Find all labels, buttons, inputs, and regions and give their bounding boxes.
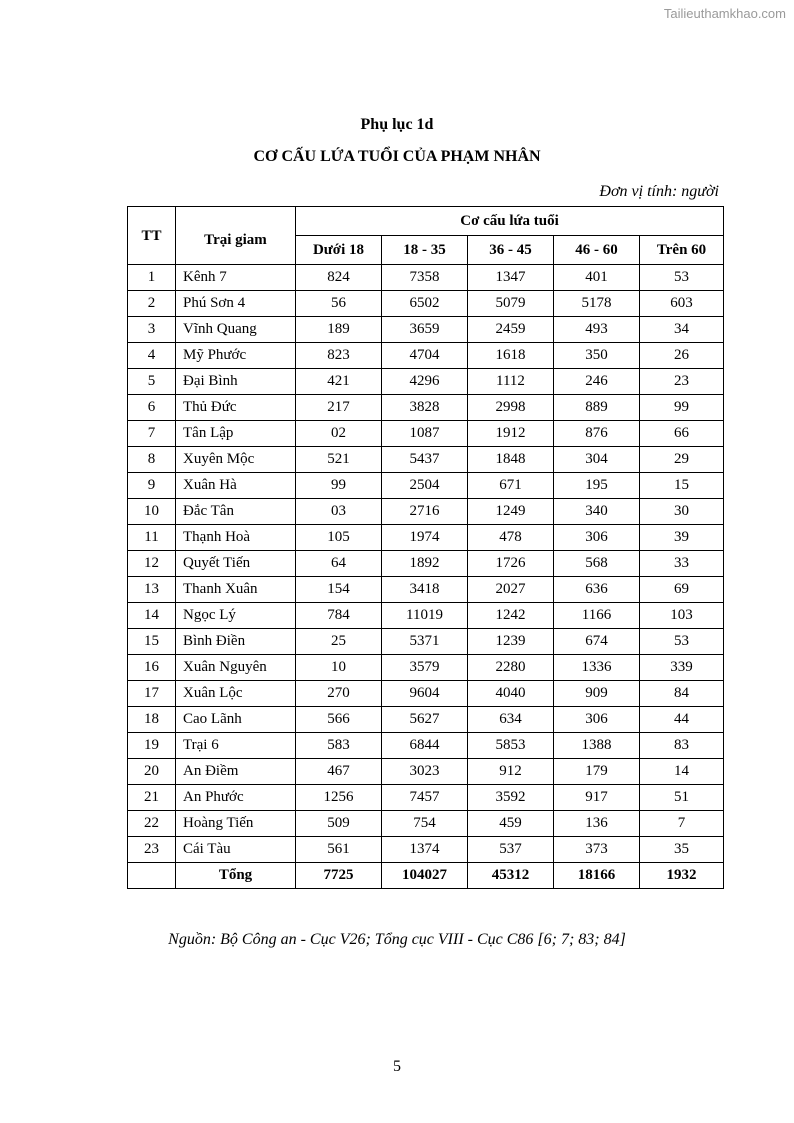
table-row (128, 681, 724, 707)
row-tt: 10 (128, 499, 176, 525)
row-value: 823 (296, 343, 382, 369)
row-tt: 13 (128, 577, 176, 603)
row-prison-name: Trại 6 (176, 733, 296, 759)
row-value: 39 (640, 525, 724, 551)
row-value: 912 (468, 759, 554, 785)
row-value: 33 (640, 551, 724, 577)
table-row (128, 811, 724, 837)
row-value: 909 (554, 681, 640, 707)
table-row (128, 447, 724, 473)
row-value: 1256 (296, 785, 382, 811)
row-tt: 14 (128, 603, 176, 629)
row-value: 421 (296, 369, 382, 395)
row-value: 7358 (382, 265, 468, 291)
table-row (128, 551, 724, 577)
table-row (128, 785, 724, 811)
row-value: 3418 (382, 577, 468, 603)
row-value: 02 (296, 421, 382, 447)
header-tt: TT (128, 207, 176, 265)
row-prison-name: Kênh 7 (176, 265, 296, 291)
total-value: 1932 (640, 863, 724, 889)
row-value: 583 (296, 733, 382, 759)
row-value: 53 (640, 265, 724, 291)
row-value: 6844 (382, 733, 468, 759)
row-value: 5627 (382, 707, 468, 733)
row-tt: 22 (128, 811, 176, 837)
row-tt: 17 (128, 681, 176, 707)
row-prison-name: Mỹ Phước (176, 343, 296, 369)
row-tt: 6 (128, 395, 176, 421)
row-value: 3579 (382, 655, 468, 681)
row-value: 521 (296, 447, 382, 473)
row-value: 1087 (382, 421, 468, 447)
row-value: 3828 (382, 395, 468, 421)
row-value: 44 (640, 707, 724, 733)
row-value: 103 (640, 603, 724, 629)
row-value: 15 (640, 473, 724, 499)
row-value: 493 (554, 317, 640, 343)
row-prison-name: Tân Lập (176, 421, 296, 447)
row-value: 2504 (382, 473, 468, 499)
row-value: 568 (554, 551, 640, 577)
row-value: 195 (554, 473, 640, 499)
row-prison-name: Cái Tàu (176, 837, 296, 863)
row-value: 189 (296, 317, 382, 343)
table-row (128, 499, 724, 525)
source-note: Nguồn: Bộ Công an - Cục V26; Tổng cục VIII - Cục C86 [6; 7; 83; 84] (168, 931, 626, 948)
row-value: 5437 (382, 447, 468, 473)
table-row (128, 577, 724, 603)
row-value: 7457 (382, 785, 468, 811)
total-value: 104027 (382, 863, 468, 889)
table-body (128, 265, 724, 863)
row-tt: 3 (128, 317, 176, 343)
header-age-under-18: Dưới 18 (296, 236, 382, 265)
row-value: 1242 (468, 603, 554, 629)
row-tt: 11 (128, 525, 176, 551)
table-header-row-group (128, 207, 724, 236)
row-prison-name: Phú Sơn 4 (176, 291, 296, 317)
row-value: 1239 (468, 629, 554, 655)
row-value: 25 (296, 629, 382, 655)
watermark: Tailieuthamkhao.com (663, 6, 786, 21)
row-tt: 5 (128, 369, 176, 395)
row-value: 2998 (468, 395, 554, 421)
row-value: 99 (640, 395, 724, 421)
row-value: 339 (640, 655, 724, 681)
row-value: 2280 (468, 655, 554, 681)
row-value: 179 (554, 759, 640, 785)
row-value: 459 (468, 811, 554, 837)
row-value: 11019 (382, 603, 468, 629)
row-value: 5079 (468, 291, 554, 317)
row-value: 6502 (382, 291, 468, 317)
row-value: 5178 (554, 291, 640, 317)
row-prison-name: An Phước (176, 785, 296, 811)
row-value: 4296 (382, 369, 468, 395)
row-tt: 19 (128, 733, 176, 759)
table-row (128, 395, 724, 421)
table-row (128, 603, 724, 629)
row-value: 66 (640, 421, 724, 447)
row-value: 306 (554, 525, 640, 551)
row-value: 69 (640, 577, 724, 603)
row-value: 217 (296, 395, 382, 421)
row-value: 2459 (468, 317, 554, 343)
table-row (128, 525, 724, 551)
row-value: 154 (296, 577, 382, 603)
row-value: 306 (554, 707, 640, 733)
row-tt: 18 (128, 707, 176, 733)
row-prison-name: Xuyên Mộc (176, 447, 296, 473)
table-row (128, 629, 724, 655)
row-tt: 16 (128, 655, 176, 681)
row-prison-name: Xuân Lộc (176, 681, 296, 707)
row-value: 1892 (382, 551, 468, 577)
header-age-18-35: 18 - 35 (382, 236, 468, 265)
row-value: 30 (640, 499, 724, 525)
row-value: 1974 (382, 525, 468, 551)
row-value: 467 (296, 759, 382, 785)
row-value: 4040 (468, 681, 554, 707)
table-row (128, 733, 724, 759)
row-value: 10 (296, 655, 382, 681)
table-row (128, 369, 724, 395)
row-tt: 2 (128, 291, 176, 317)
table-row (128, 291, 724, 317)
row-value: 51 (640, 785, 724, 811)
row-value: 566 (296, 707, 382, 733)
appendix-label: Phụ lục 1d (360, 116, 434, 133)
row-prison-name: Thủ Đức (176, 395, 296, 421)
row-value: 350 (554, 343, 640, 369)
row-value: 478 (468, 525, 554, 551)
row-value: 34 (640, 317, 724, 343)
row-tt: 9 (128, 473, 176, 499)
row-value: 53 (640, 629, 724, 655)
row-value: 5853 (468, 733, 554, 759)
row-value: 99 (296, 473, 382, 499)
row-value: 64 (296, 551, 382, 577)
table-row (128, 421, 724, 447)
row-value: 537 (468, 837, 554, 863)
row-tt: 7 (128, 421, 176, 447)
table-row (128, 655, 724, 681)
row-value: 1618 (468, 343, 554, 369)
row-prison-name: Quyết Tiến (176, 551, 296, 577)
row-tt: 20 (128, 759, 176, 785)
total-row (128, 863, 724, 889)
row-value: 636 (554, 577, 640, 603)
row-value: 35 (640, 837, 724, 863)
row-value: 754 (382, 811, 468, 837)
row-prison-name: Bình Điền (176, 629, 296, 655)
table-row (128, 265, 724, 291)
row-value: 1347 (468, 265, 554, 291)
table-row (128, 759, 724, 785)
row-value: 83 (640, 733, 724, 759)
row-value: 340 (554, 499, 640, 525)
row-value: 1374 (382, 837, 468, 863)
row-value: 671 (468, 473, 554, 499)
header-prison: Trại giam (176, 207, 296, 265)
row-value: 29 (640, 447, 724, 473)
row-prison-name: Xuân Hà (176, 473, 296, 499)
row-value: 270 (296, 681, 382, 707)
row-prison-name: Vĩnh Quang (176, 317, 296, 343)
table-row (128, 837, 724, 863)
row-value: 634 (468, 707, 554, 733)
row-value: 4704 (382, 343, 468, 369)
row-value: 373 (554, 837, 640, 863)
row-value: 5371 (382, 629, 468, 655)
row-value: 784 (296, 603, 382, 629)
total-tt-cell (128, 863, 176, 889)
row-value: 2716 (382, 499, 468, 525)
row-value: 03 (296, 499, 382, 525)
row-value: 1848 (468, 447, 554, 473)
row-value: 2027 (468, 577, 554, 603)
row-value: 136 (554, 811, 640, 837)
table-row (128, 707, 724, 733)
row-value: 1166 (554, 603, 640, 629)
row-tt: 8 (128, 447, 176, 473)
row-prison-name: Ngọc Lý (176, 603, 296, 629)
row-value: 1112 (468, 369, 554, 395)
row-value: 246 (554, 369, 640, 395)
table-row (128, 317, 724, 343)
row-prison-name: Thạnh Hoà (176, 525, 296, 551)
row-prison-name: Hoàng Tiến (176, 811, 296, 837)
row-value: 1726 (468, 551, 554, 577)
row-tt: 23 (128, 837, 176, 863)
row-value: 56 (296, 291, 382, 317)
total-value: 18166 (554, 863, 640, 889)
row-value: 1336 (554, 655, 640, 681)
row-prison-name: Đắc Tân (176, 499, 296, 525)
table-row (128, 343, 724, 369)
row-tt: 15 (128, 629, 176, 655)
row-value: 26 (640, 343, 724, 369)
total-label: Tổng (176, 863, 296, 889)
row-value: 401 (554, 265, 640, 291)
row-value: 824 (296, 265, 382, 291)
row-prison-name: Đại Bình (176, 369, 296, 395)
row-value: 14 (640, 759, 724, 785)
row-value: 876 (554, 421, 640, 447)
page-number: 5 (393, 1058, 401, 1075)
unit-note: Đơn vị tính: người (599, 183, 719, 200)
header-age-46-60: 46 - 60 (554, 236, 640, 265)
age-structure-table (127, 206, 724, 889)
row-value: 23 (640, 369, 724, 395)
row-value: 509 (296, 811, 382, 837)
total-value: 7725 (296, 863, 382, 889)
row-tt: 1 (128, 265, 176, 291)
row-value: 1388 (554, 733, 640, 759)
row-value: 561 (296, 837, 382, 863)
header-age-over-60: Trên 60 (640, 236, 724, 265)
row-value: 7 (640, 811, 724, 837)
header-age-36-45: 36 - 45 (468, 236, 554, 265)
row-value: 917 (554, 785, 640, 811)
table-row (128, 473, 724, 499)
row-value: 1249 (468, 499, 554, 525)
row-prison-name: Thanh Xuân (176, 577, 296, 603)
row-value: 304 (554, 447, 640, 473)
row-value: 889 (554, 395, 640, 421)
row-value: 674 (554, 629, 640, 655)
total-value: 45312 (468, 863, 554, 889)
row-tt: 4 (128, 343, 176, 369)
row-value: 1912 (468, 421, 554, 447)
row-value: 105 (296, 525, 382, 551)
row-value: 3023 (382, 759, 468, 785)
row-prison-name: Cao Lãnh (176, 707, 296, 733)
row-value: 84 (640, 681, 724, 707)
row-value: 3659 (382, 317, 468, 343)
header-age-group: Cơ cấu lứa tuổi (296, 207, 724, 236)
page-title: CƠ CẤU LỨA TUỔI CỦA PHẠM NHÂN (253, 148, 541, 165)
row-prison-name: Xuân Nguyên (176, 655, 296, 681)
row-value: 3592 (468, 785, 554, 811)
row-tt: 21 (128, 785, 176, 811)
row-value: 9604 (382, 681, 468, 707)
row-prison-name: An Điềm (176, 759, 296, 785)
row-tt: 12 (128, 551, 176, 577)
row-value: 603 (640, 291, 724, 317)
